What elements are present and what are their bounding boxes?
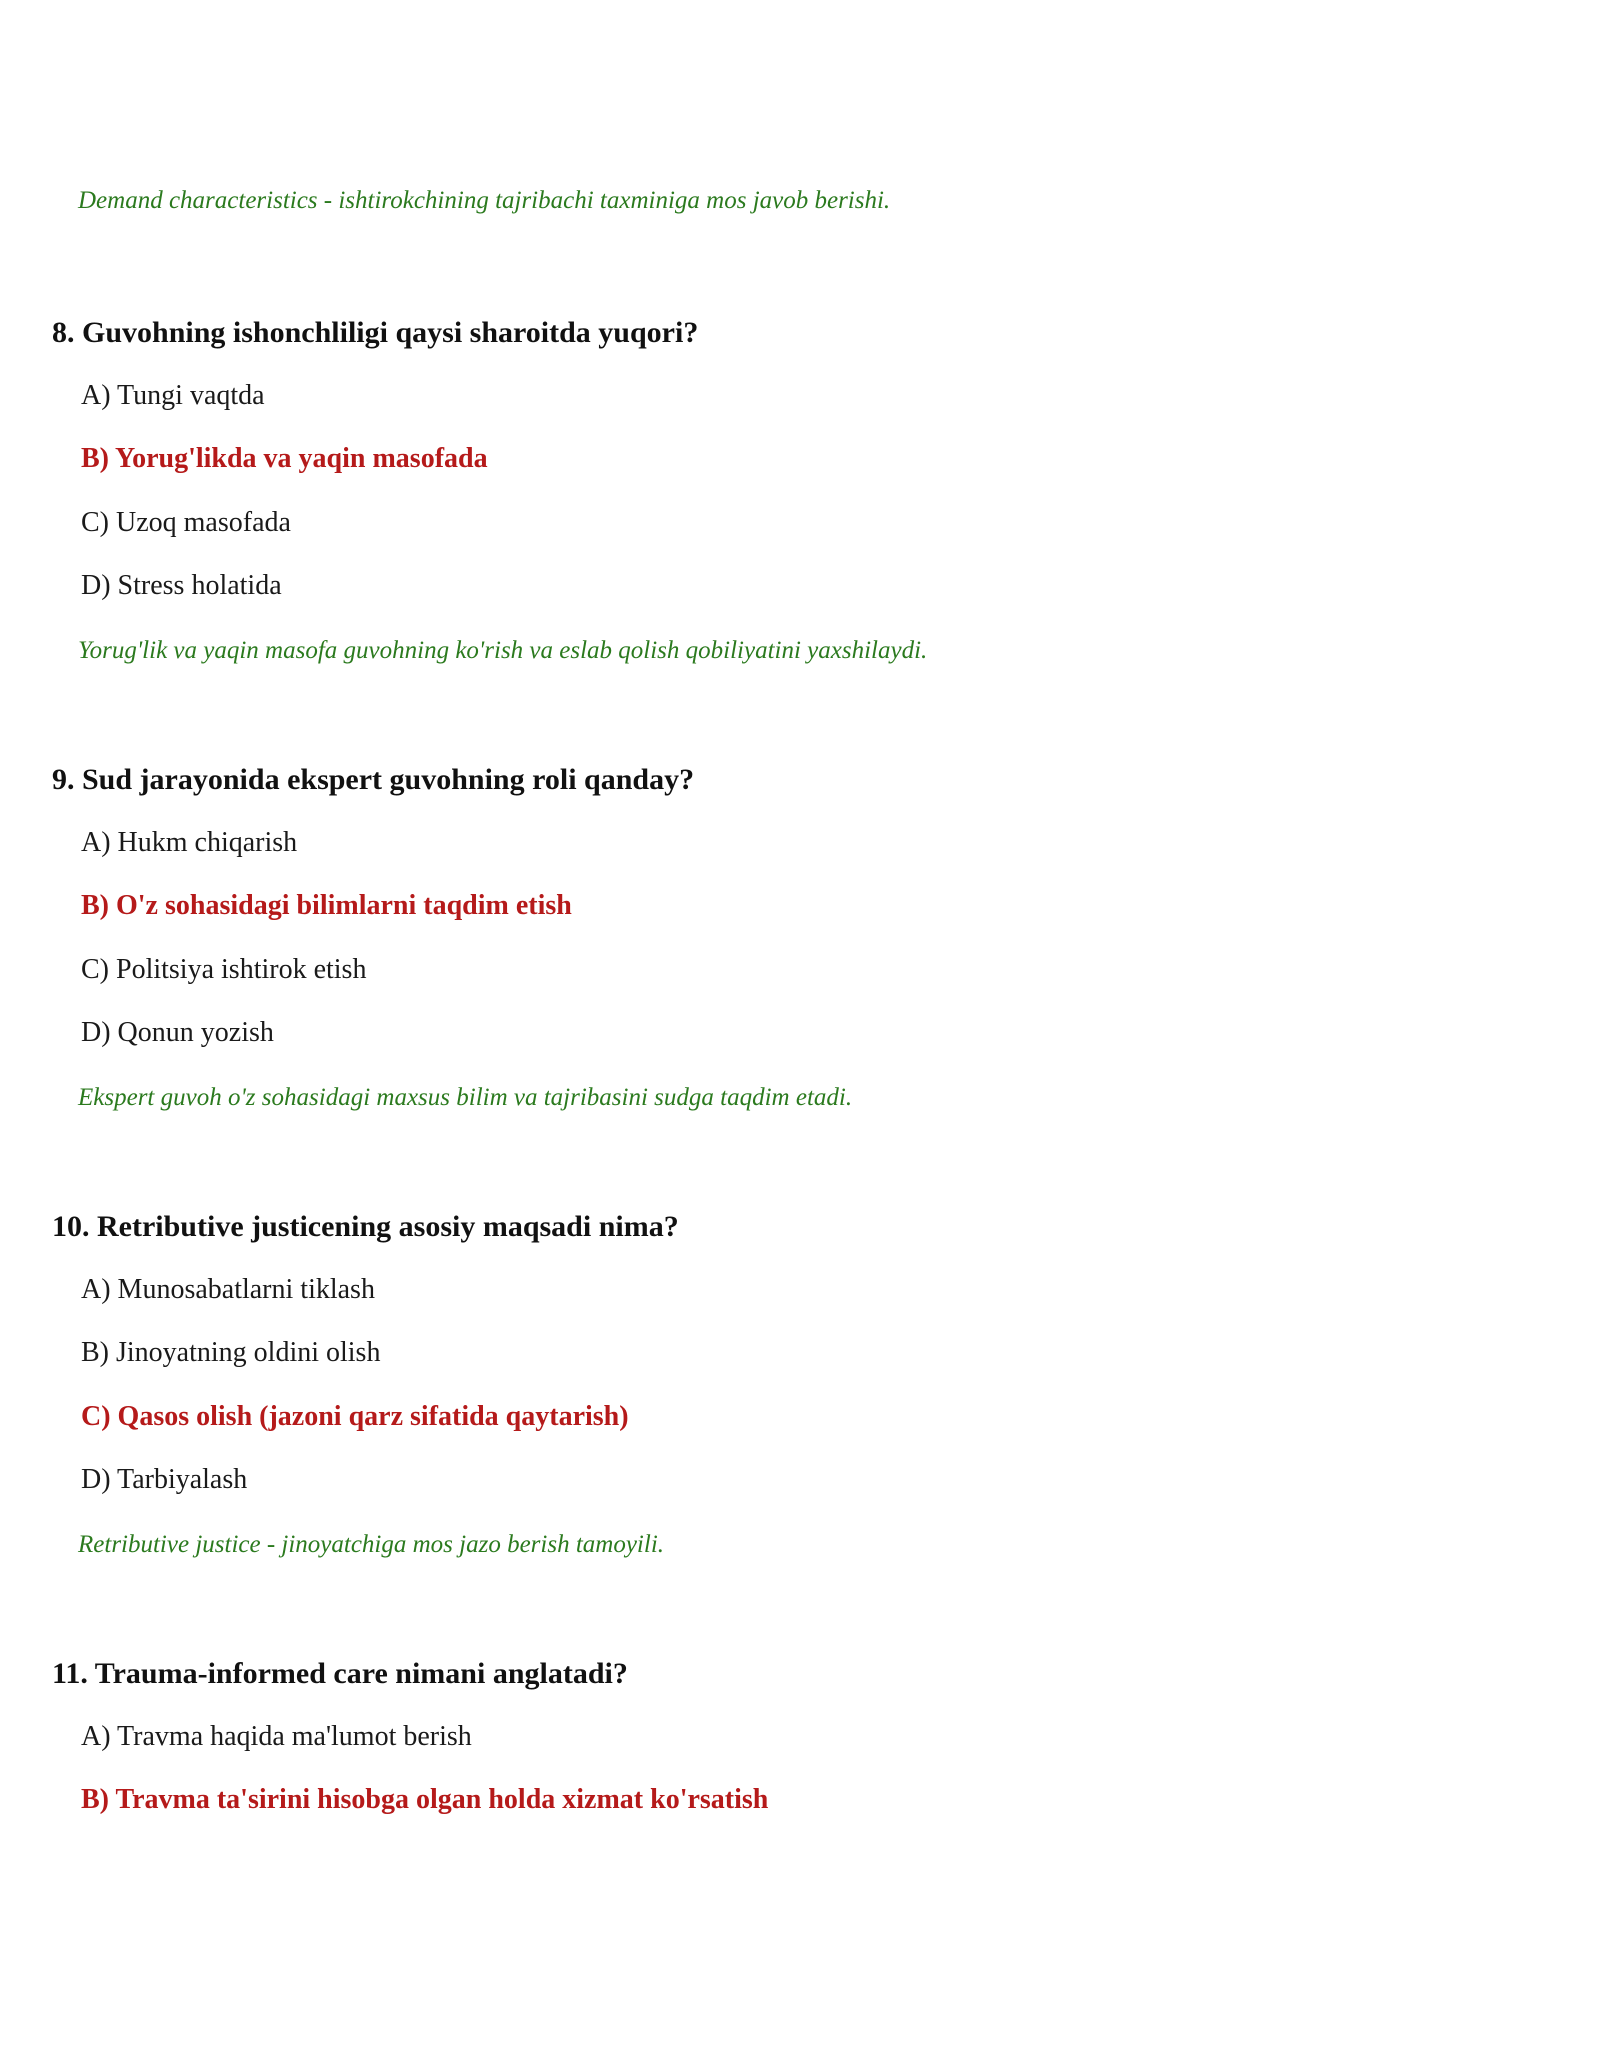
option-b: B) Jinoyatning oldini olish xyxy=(81,1337,381,1368)
question-title: 11. Trauma-informed care nimani anglatadi? xyxy=(52,1657,628,1690)
option-d: D) Stress holatida xyxy=(81,570,282,601)
option-a: A) Tungi vaqtda xyxy=(81,380,265,411)
option-b-correct: B) Yorug'likda va yaqin masofada xyxy=(81,443,488,474)
option-a: A) Travma haqida ma'lumot berish xyxy=(81,1721,472,1752)
option-a: A) Munosabatlarni tiklash xyxy=(81,1274,375,1305)
question-explanation: Retributive justice - jinoyatchiga mos jazo berish tamoyili. xyxy=(78,1531,665,1558)
question-title: 10. Retributive justicening asosiy maqsadi nima? xyxy=(52,1210,679,1243)
intro-explanation: Demand characteristics - ishtirokchining tajribachi taxminiga mos javob berishi. xyxy=(78,187,891,214)
question-title: 9. Sud jarayonida ekspert guvohning roli qanday? xyxy=(52,763,695,796)
option-d: D) Tarbiyalash xyxy=(81,1464,248,1495)
option-a: A) Hukm chiqarish xyxy=(81,827,298,858)
question-explanation: Ekspert guvoh o'z sohasidagi maxsus bilim va tajribasini sudga taqdim etadi. xyxy=(78,1084,853,1111)
option-c: C) Uzoq masofada xyxy=(81,507,291,538)
option-c: C) Politsiya ishtirok etish xyxy=(81,954,367,985)
question-title: 8. Guvohning ishonchliligi qaysi sharoitda yuqori? xyxy=(52,316,699,349)
option-b-correct: B) Travma ta'sirini hisobga olgan holda xizmat ko'rsatish xyxy=(81,1784,769,1815)
option-b-correct: B) O'z sohasidagi bilimlarni taqdim etish xyxy=(81,890,572,921)
option-d: D) Qonun yozish xyxy=(81,1017,274,1048)
option-c-correct: C) Qasos olish (jazoni qarz sifatida qaytarish) xyxy=(81,1401,629,1432)
question-explanation: Yorug'lik va yaqin masofa guvohning ko'rish va eslab qolish qobiliyatini yaxshilaydi. xyxy=(78,637,928,664)
